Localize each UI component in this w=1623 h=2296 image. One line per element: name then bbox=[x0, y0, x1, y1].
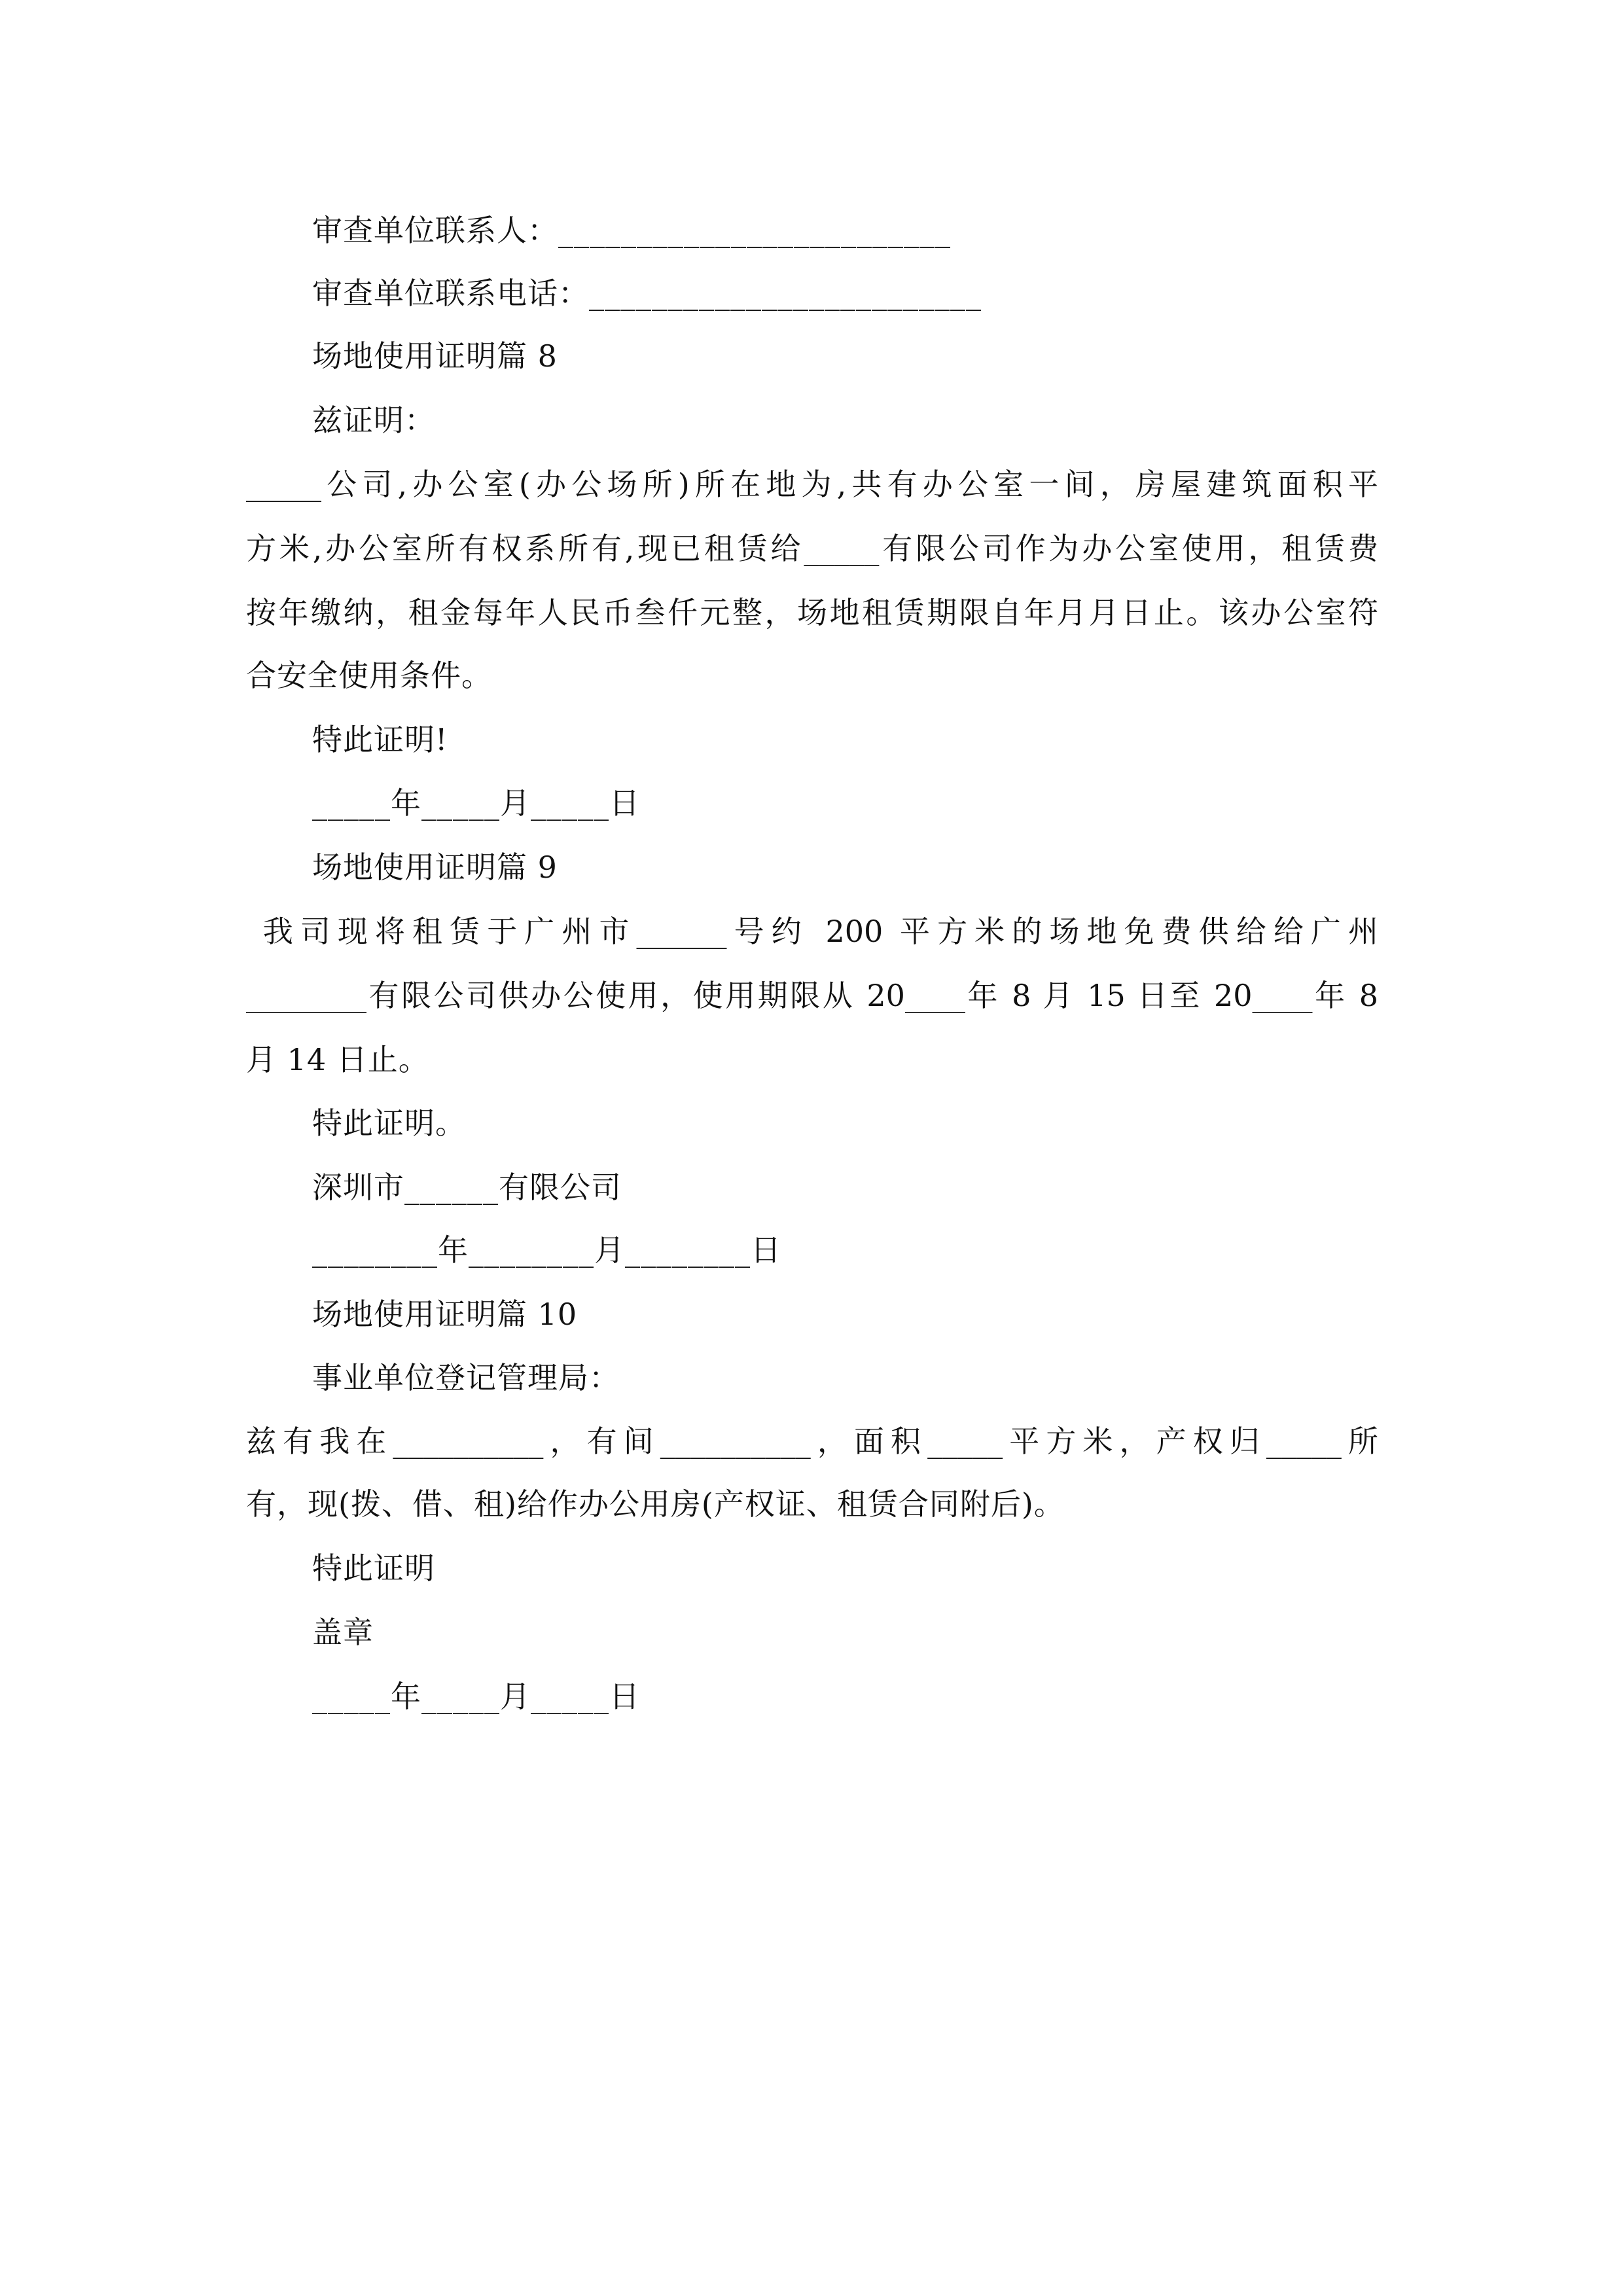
certificate-8-body-line: 合安全使用条件。 bbox=[246, 658, 492, 693]
section-title-10: 场地使用证明篇 10 bbox=[312, 1297, 578, 1332]
certificate-10-body-line: 有，现(拨、借、租)给作办公用房(产权证、租赁合同附后)。 bbox=[246, 1486, 1065, 1522]
certificate-10-salutation: 事业单位登记管理局： bbox=[312, 1360, 620, 1395]
contact-phone-line: 审查单位联系电话：_________________________ bbox=[312, 276, 982, 311]
certificate-9-body-line: 我司现将租赁于广州市______号约 200 平方米的场地免费供给给广州 bbox=[246, 914, 1378, 949]
certificate-10-date: _____年_____月_____日 bbox=[312, 1679, 640, 1714]
certificate-10-closing: 特此证明 bbox=[312, 1551, 435, 1586]
section-title-9: 场地使用证明篇 9 bbox=[312, 850, 558, 885]
certificate-8-salutation: 兹证明： bbox=[312, 403, 435, 438]
section-title-8: 场地使用证明篇 8 bbox=[312, 338, 558, 374]
certificate-8-body-line: _____公司,办公室(办公场所)所在地为,共有办公室一间，房屋建筑面积平 bbox=[246, 467, 1378, 502]
certificate-9-closing: 特此证明。 bbox=[312, 1105, 466, 1141]
certificate-9-date: ________年________月________日 bbox=[312, 1232, 781, 1268]
certificate-8-date: _____年_____月_____日 bbox=[312, 785, 640, 821]
certificate-8-closing: 特此证明! bbox=[312, 722, 448, 757]
certificate-10-seal: 盖章 bbox=[312, 1615, 374, 1650]
certificate-8-body-line: 方米,办公室所有权系所有,现已租赁给_____有限公司作为办公室使用，租赁费 bbox=[246, 531, 1378, 566]
certificate-8-body-line: 按年缴纳，租金每年人民币叁仟元整，场地租赁期限自年月月日止。该办公室符 bbox=[246, 595, 1378, 630]
certificate-9-body-line: ________有限公司供办公使用，使用期限从 20____年 8 月 15 日至 20____年 8 bbox=[246, 978, 1378, 1013]
contact-person-line: 审查单位联系人：_________________________ bbox=[312, 213, 951, 248]
certificate-10-body-line: 兹有我在__________，有间__________，面积_____平方米，产权归_____所 bbox=[246, 1424, 1378, 1459]
certificate-9-company: 深圳市______有限公司 bbox=[312, 1170, 622, 1205]
certificate-9-body-line: 月 14 日止。 bbox=[246, 1042, 429, 1077]
